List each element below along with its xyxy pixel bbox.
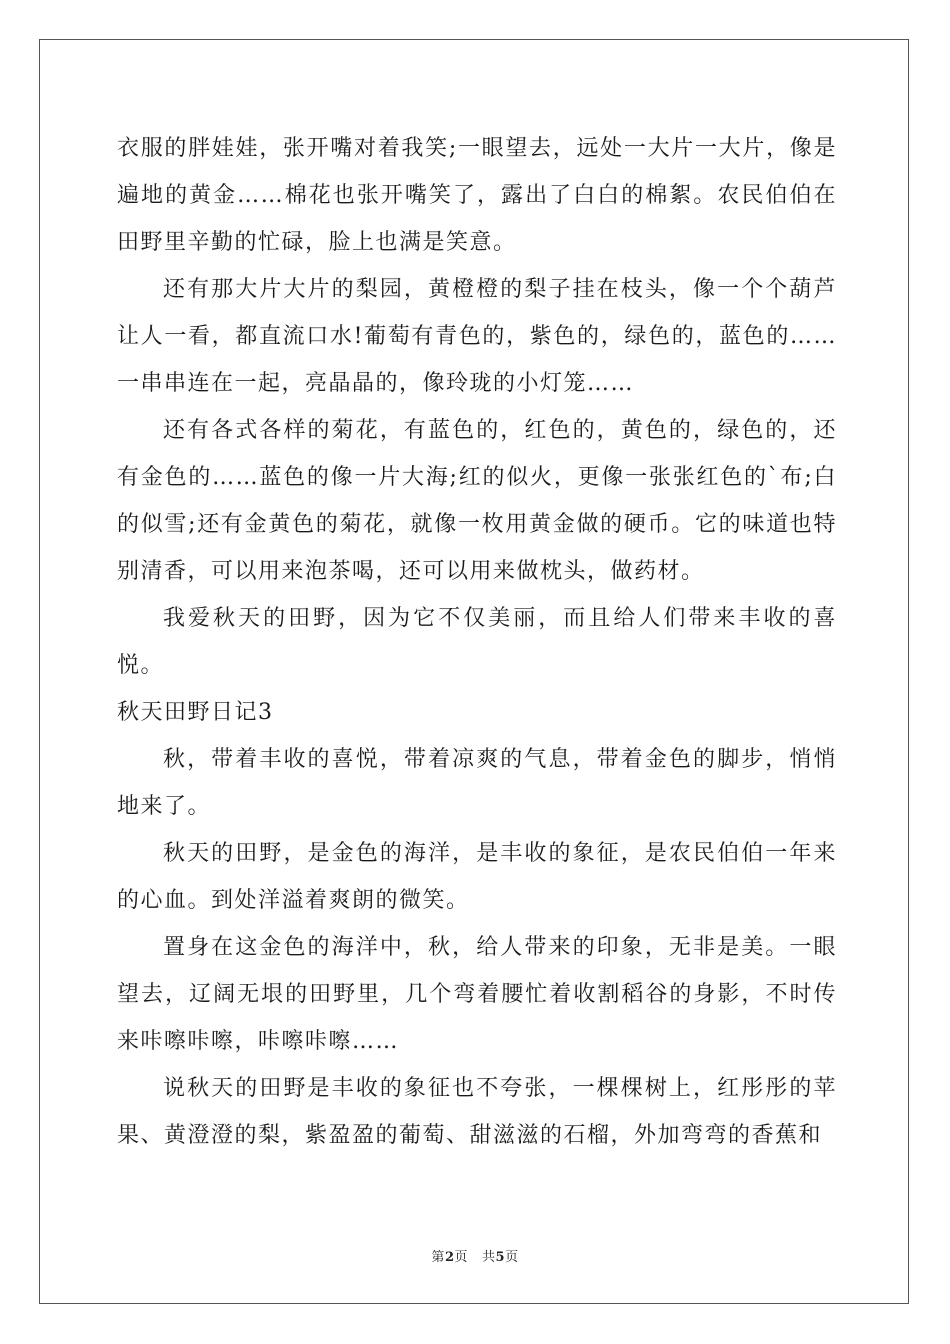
footer-total-prefix: 共 xyxy=(482,1250,496,1265)
footer-page-suffix: 页 xyxy=(454,1250,468,1265)
footer-prefix: 第 xyxy=(431,1250,445,1265)
paragraph-4: 我爱秋天的田野，因为它不仅美丽，而且给人们带来丰收的喜悦。 xyxy=(117,606,837,678)
footer-total-pages: 5 xyxy=(495,1250,506,1265)
paragraph-1: 衣服的胖娃娃，张开嘴对着我笑;一眼望去，远处一大片一大片，像是遍地的黄金……棉花也张开嘴笑了，露出了白白的棉絮。农民伯伯在田野里辛勤的忙碌，脸上也满是笑意。 xyxy=(117,136,837,255)
document-body xyxy=(117,125,837,1159)
footer-total-suffix: 页 xyxy=(505,1250,519,1265)
paragraph-8: 说秋天的田野是丰收的象征也不夸张，一棵棵树上，红彤彤的苹果、黄澄澄的梨，紫盈盈的葡萄、甜滋滋的石榴，外加弯弯的香蕉和 xyxy=(117,1076,837,1148)
paragraph-2: 还有那大片大片的梨园，黄橙橙的梨子挂在枝头，像一个个葫芦让人一看，都直流口水!葡萄有青色的，紫色的，绿色的，蓝色的……一串串连在一起，亮晶晶的，像玲珑的小灯笼…… xyxy=(117,277,837,396)
paragraph-6: 秋天的田野，是金色的海洋，是丰收的象征，是农民伯伯一年来的心血。到处洋溢着爽朗的微笑。 xyxy=(117,841,837,913)
page-footer xyxy=(0,1246,950,1265)
paragraph-7: 置身在这金色的海洋中，秋，给人带来的印象，无非是美。一眼望去，辽阔无垠的田野里，几个弯着腰忙着收割稻谷的身影，不时传来咔嚓咔嚓，咔嚓咔嚓…… xyxy=(117,935,837,1054)
footer-current-page: 2 xyxy=(444,1250,455,1265)
paragraph-3: 还有各式各样的菊花，有蓝色的，红色的，黄色的，绿色的，还有金色的……蓝色的像一片大海;红的似火，更像一张张红色的`布;白的似雪;还有金黄色的菊花，就像一枚用黄金做的硬币。它的味道也特别清香，可以用来泡茶喝，还可以用来做枕头，做药材。 xyxy=(117,418,837,584)
section-title: 秋天田野日记3 xyxy=(117,700,274,725)
paragraph-5: 秋，带着丰收的喜悦，带着凉爽的气息，带着金色的脚步，悄悄地来了。 xyxy=(117,747,837,819)
